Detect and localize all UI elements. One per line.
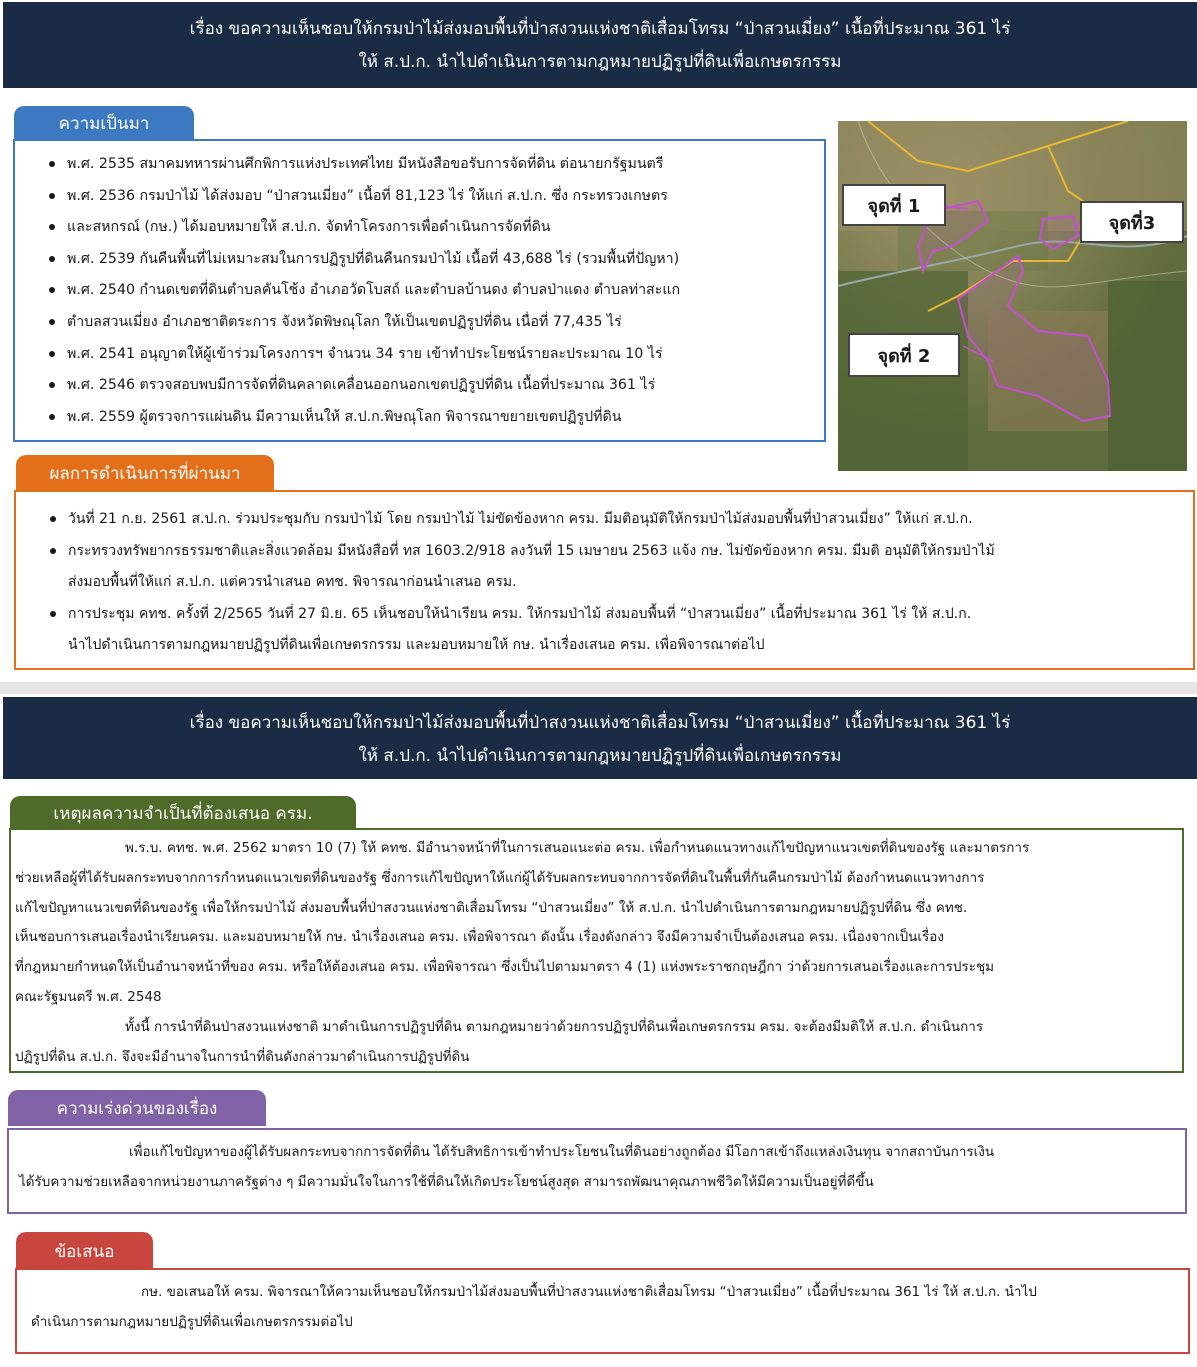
slide-1-title-line-2: ให้ ส.ป.ก. นำไปดำเนินการตามกฎหมายปฏิรูปที่ดินเพื่อเกษตรกรรม [358, 52, 842, 72]
reason-box [9, 828, 1184, 1073]
results-list [46, 504, 1183, 662]
list-item: พ.ศ. 2540 กำนดเขตที่ดินตำบลคันโช้ง อำเภอวัดโบสถ์ และตำบลบ้านดง ตำบลป่าแดง ตำบลท่าสะแก [45, 275, 814, 307]
urgency-line: เพื่อแก้ไขปัญหาของผู้ได้รับผลกระทบจากการจัดที่ดิน ได้รับสิทธิการเข้าทำประโยชนในที่ดินอย่างถูกต้อง มีโอกาสเข้าถึงแหล่งเงินทุน จากสถาบันการเงิน [129, 1144, 995, 1160]
list-item: วันที่ 21 ก.ย. 2561 ส.ป.ก. ร่วมประชุมกับ กรมป่าไม้ โดย กรมป่าไม้ ไม่ขัดข้องหาก ครม. มีมติอนุมัติให้กรมป่าไม้ส่งมอบพื้นที่ป่าสวนเมี่ยง” ให้แก่ ส.ป.ก. [46, 504, 1183, 536]
satellite-map-image [838, 121, 1187, 471]
slide-1 [0, 0, 1197, 682]
reason-line: เห็นชอบการเสนอเรื่องนำเรียนครม. และมอบหมายให้ กษ. นำเรื่องเสนอ ครม. เพื่อพิจารณา ดังนั้น เรื่องดังกล่าว จึงมีความจำเป็นต้องเสนอ ครม. เนื่องจากเป็นเรื่อง [15, 929, 944, 946]
map-point-1-label: จุดที่ 1 [842, 184, 946, 226]
reason-line: ปฏิรูปที่ดิน ส.ป.ก. จึงจะมีอำนาจในการนำที่ดินดังกล่าวมาดำเนินการปฏิรูปที่ดิน [15, 1048, 470, 1065]
results-box [14, 490, 1195, 670]
history-tab [14, 106, 194, 140]
proposal-box [15, 1268, 1190, 1354]
reason-line: คณะรัฐมนตรี พ.ศ. 2548 [15, 988, 162, 1005]
slide-2 [0, 694, 1197, 1367]
slide-2-title-line-1: เรื่อง ขอความเห็นชอบให้กรมป่าไม้ส่งมอบพื้นที่ป่าสงวนแห่งชาติเสื่อมโทรม “ป่าสวนเมี่ยง” เนื้อที่ประมาณ 361 ไร่ [189, 713, 1011, 733]
history-box [13, 139, 826, 442]
list-item: ตำบลสวนเมี่ยง อำเภอชาติตระการ จังหวัดพิษณุโลก ให้เป็นเขตปฏิรูปที่ดิน เนื่อที่ 77,435 ไร่ [45, 307, 814, 339]
reason-heading: เหตุผลความจำเป็นที่ต้องเสนอ ครม. [53, 803, 313, 824]
list-item: พ.ศ. 2536 กรมป่าไม้ ได้ส่งมอบ “ป่าสวนเมี่ยง” เนื้อที่ 81,123 ไร่ ให้แก่ ส.ป.ก. ซึ่ง กระทรวงเกษตร [45, 181, 814, 213]
list-item: พ.ศ. 2539 กันคืนพื้นที่ไม่เหมาะสมในการปฏิรูปที่ดินคืนกรมป่าไม้ เนื้อที่ 43,688 ไร่ (รวมพื้นที่ปัญหา) [45, 244, 814, 276]
proposal-tab [16, 1232, 153, 1270]
slide-1-title-bar [3, 2, 1197, 88]
proposal-heading: ข้อเสนอ [54, 1241, 115, 1262]
list-item: พ.ศ. 2546 ตรวจสอบพบมีการจัดที่ดินคลาดเคลื่อนออกนอกเขตปฏิรูปที่ดิน เนื้อที่ประมาณ 361 ไร่ [45, 370, 814, 402]
reason-line: พ.ร.บ. คทช. พ.ศ. 2562 มาตรา 10 (7) ให้ คทช. มีอำนาจหน้าที่ในการเสนอแนะต่อ ครม. เพื่อกำหนดแนวทางแก้ไขปัญหาแนวเขตที่ดินของรัฐ และมาตรการ [125, 840, 1030, 856]
reason-line: ที่กฎหมายกำหนดให้เป็นอำนาจหน้าที่ของ ครม. หรือให้ต้องเสนอ ครม. เพื่อพิจารณา ซึ่งเป็นไปตามมาตรา 4 (1) แห่งพระราชกฤษฎีกา ว่าด้วยการเสนอเรื่องและการประชุม [15, 959, 995, 976]
list-item: และสหกรณ์ (กษ.) ได้มอบหมายให้ ส.ป.ก. จัดทำโครงการเพื่อดำเนินการจัดที่ดิน [45, 212, 814, 244]
urgency-tab [8, 1090, 266, 1126]
map-point-2-label: จุดที่ 2 [848, 333, 960, 377]
list-item: พ.ศ. 2541 อนุญาตให้ผู้เข้าร่วมโครงการฯ จำนวน 34 ราย เข้าทำประโยชน์รายละประมาณ 10 ไร่ [45, 339, 814, 371]
urgency-line: ได้รับความช่วยเหลือจากหน่วยงานภาครัฐต่าง ๆ มีความมั่นใจในการใช้ที่ดินให้เกิดประโยชน์สูงสุด สามารถพัฒนาคุณภาพชีวิตให้มีความเป็นอยู่ที่ดีขึ้น [19, 1173, 874, 1190]
reason-tab [10, 796, 356, 830]
history-heading: ความเป็นมา [58, 113, 150, 134]
slide-2-title-line-2: ให้ ส.ป.ก. นำไปดำเนินการตามกฎหมายปฏิรูปที่ดินเพื่อเกษตรกรรม [358, 746, 842, 766]
slide-2-title-bar [3, 697, 1197, 779]
reason-line: ช่วยเหลือผู้ที่ได้รับผลกระทบจากการกำหนดแนวเขตที่ดินของรัฐ ซึ่งการแก้ไขปัญหาให้แก่ผู้ได้รับผลกระทบจากการจัดที่ดินในพื้นที่กันคืนกรมป่าไม้ ต้องกำหนดแนวทางการ [15, 869, 985, 886]
list-item: กระทรวงทรัพยากรธรรมชาติและสิ่งแวดล้อม มีหนังสือที่ ทส 1603.2/918 ลงวันที่ 15 เมษายน 2563 แจ้ง กษ. ไม่ขัดข้องหาก ครม. มีมติ อนุมัติให้กรมป่าไม้ ส่งมอบพื้นที่ให้แก่ ส.ป.ก. แต่ควรนำเสนอ คทช. พิจารณาก่อนนำเสนอ ครม. [46, 536, 1183, 599]
proposal-line: กษ. ขอเสนอให้ ครม. พิจารณาให้ความเห็นชอบให้กรมป่าไม้ส่งมอบพื้นที่ป่าสงวนแห่งชาติเสื่อมโทรม “ป่าสวนเมี่ยง” เนื้อที่ประมาณ 361 ไร่ ให้ ส.ป.ก. นำไป [141, 1284, 1037, 1300]
results-heading: ผลการดำเนินการที่ผ่านมา [49, 463, 241, 484]
satellite-map [838, 121, 1187, 471]
reason-line: ทั้งนี้ การนำที่ดินป่าสงวนแห่งชาติ มาดำเนินการปฏิรูปที่ดิน ตามกฎหมายว่าด้วยการปฏิรูปที่ดินเพื่อเกษตรกรรม ครม. จะต้องมีมติให้ ส.ป.ก. ดำเนินการ [125, 1018, 984, 1035]
proposal-line: ดำเนินการตามกฎหมายปฏิรูปที่ดินเพื่อเกษตรกรรมต่อไป [31, 1313, 353, 1330]
list-item: พ.ศ. 2559 ผู้ตรวจการแผ่นดิน มีความเห็นให้ ส.ป.ก.พิษณุโลก พิจารณาขยายเขตปฏิรูปที่ดิน [45, 402, 814, 434]
reason-line: แก้ไขปัญหาแนวเขตที่ดินของรัฐ เพื่อให้กรมป่าไม้ ส่งมอบพื้นที่ป่าสงวนแห่งชาติเสื่อมโทรม “ป่าสวนเมี่ยง” ให้ ส.ป.ก. นำไปดำเนินการตามกฎหมายปฏิรูปที่ดิน ซึ่ง คทช. [15, 899, 968, 916]
urgency-heading: ความเร่งด่วนของเรื่อง [56, 1098, 218, 1119]
list-item: การประชุม คทช. ครั้งที่ 2/2565 วันที่ 27 มิ.ย. 65 เห็นชอบให้นำเรียน ครม. ให้กรมป่าไม้ ส่งมอบพื้นที่ “ป่าสวนเมี่ยง” เนื้อที่ประมาณ 361 ไร่ ให้ ส.ป.ก. นำไปดำเนินการตามกฎหมายปฏิรูปที่ดินเพื่อเกษตรกรรม และมอบหมายให้ กษ. นำเรื่องเสนอ ครม. เพื่อพิจารณาต่อไป [46, 599, 1183, 662]
urgency-box [7, 1128, 1187, 1214]
list-item: พ.ศ. 2535 สมาคมทหารผ่านศึกพิการแห่งประเทศไทย มีหนังสือขอรับการจัดที่ดิน ต่อนายกรัฐมนตรี [45, 149, 814, 181]
slide-1-title-line-1: เรื่อง ขอความเห็นชอบให้กรมป่าไม้ส่งมอบพื้นที่ป่าสงวนแห่งชาติเสื่อมโทรม “ป่าสวนเมี่ยง” เนื้อที่ประมาณ 361 ไร่ [189, 19, 1011, 39]
history-list [45, 149, 814, 433]
results-tab [16, 455, 274, 491]
map-point-3-label: จุดที่3 [1080, 201, 1184, 243]
